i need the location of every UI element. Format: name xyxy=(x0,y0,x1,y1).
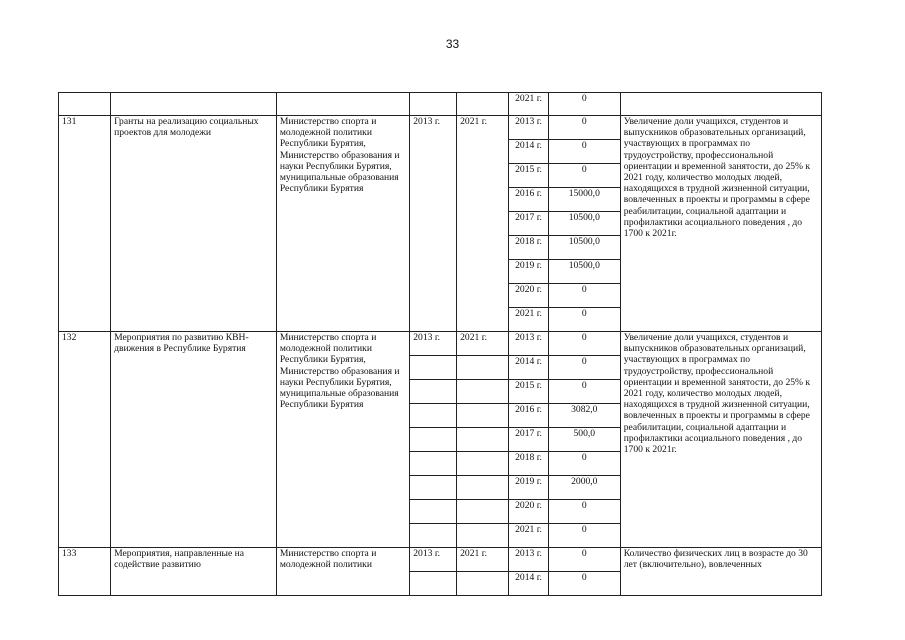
value-cell: 3082,0 xyxy=(548,404,620,428)
expected-result: Увеличение доли учащихся, студентов и выпускников образовательных организаций, участвующих в программах по трудоустройству, профессиональной ориентации и временной занятости, до 25% к 2021 году, количество молодых людей, находящихся в трудной жизненной ситуации, вовлеченных в проекты и программы в сфере реабилитации, социальной адаптации и профилактики асоциального поведения , до 1700 к 2021г. xyxy=(620,116,821,332)
empty-cell xyxy=(457,476,509,500)
year-cell: 2017 г. xyxy=(509,212,549,236)
value-cell: 0 xyxy=(548,572,620,596)
year-cell: 2015 г. xyxy=(509,164,549,188)
activity-name: Гранты на реализацию социальных проектов для молодежи xyxy=(111,116,277,332)
value-cell: 0 xyxy=(548,164,620,188)
empty-cell xyxy=(457,404,509,428)
value-cell: 0 xyxy=(548,284,620,308)
start-year: 2013 г. xyxy=(410,116,457,332)
end-year: 2021 г. xyxy=(457,116,509,332)
year-cell: 2013 г. xyxy=(509,548,549,572)
executor: Министерство спорта и молодежной политики xyxy=(276,548,409,596)
value-cell: 0 xyxy=(548,452,620,476)
empty-cell xyxy=(457,380,509,404)
empty-cell xyxy=(410,476,457,500)
year-cell: 2018 г. xyxy=(509,236,549,260)
empty-cell xyxy=(457,452,509,476)
row-number: 131 xyxy=(59,116,111,332)
value-cell: 0 xyxy=(548,356,620,380)
empty-cell xyxy=(620,93,821,116)
empty-cell xyxy=(410,500,457,524)
empty-cell xyxy=(457,428,509,452)
value-cell: 0 xyxy=(548,116,620,140)
expected-result: Увеличение доли учащихся, студентов и выпускников образовательных организаций, участвующих в программах по трудоустройству, профессиональной ориентации и временной занятости, до 25% к 2021 году, количество молодых людей, находящихся в трудной жизненной ситуации, вовлеченных в проекты и программы в сфере реабилитации, социальной адаптации и профилактики асоциального поведения , до 1700 к 2021г. xyxy=(620,332,821,548)
value-cell: 0 xyxy=(548,524,620,548)
year-cell: 2014 г. xyxy=(509,572,549,596)
value-cell: 0 xyxy=(548,380,620,404)
executor: Министерство спорта и молодежной политики Республики Бурятия, Министерство образования и науки Республики Бурятия, муниципальные образования Республики Бурятия xyxy=(276,332,409,548)
empty-cell xyxy=(410,572,457,596)
year-cell: 2019 г. xyxy=(509,260,549,284)
value-cell: 2000,0 xyxy=(548,476,620,500)
value-cell: 0 xyxy=(548,93,620,116)
table-row xyxy=(59,116,822,140)
empty-cell xyxy=(276,93,409,116)
empty-cell xyxy=(59,93,111,116)
year-cell: 2014 г. xyxy=(509,140,549,164)
empty-cell xyxy=(457,93,509,116)
page-number: 33 xyxy=(445,37,460,51)
year-cell: 2013 г. xyxy=(509,116,549,140)
empty-cell xyxy=(410,524,457,548)
value-cell: 0 xyxy=(548,500,620,524)
year-cell: 2021 г. xyxy=(509,524,549,548)
empty-cell xyxy=(457,572,509,596)
value-cell: 15000,0 xyxy=(548,188,620,212)
value-cell: 0 xyxy=(548,332,620,356)
value-cell: 10500,0 xyxy=(548,260,620,284)
empty-cell xyxy=(410,404,457,428)
year-cell: 2020 г. xyxy=(509,284,549,308)
empty-cell xyxy=(410,452,457,476)
value-cell: 0 xyxy=(548,308,620,332)
year-cell: 2013 г. xyxy=(509,332,549,356)
empty-cell xyxy=(410,93,457,116)
table-row xyxy=(59,548,822,572)
empty-cell xyxy=(410,380,457,404)
table-row xyxy=(59,332,822,356)
row-number: 132 xyxy=(59,332,111,548)
year-cell: 2020 г. xyxy=(509,500,549,524)
start-year: 2013 г. xyxy=(410,548,457,572)
empty-cell xyxy=(111,93,277,116)
empty-cell xyxy=(457,356,509,380)
expected-result: Количество физических лиц в возрасте до 30 лет (включительно), вовлеченных xyxy=(620,548,821,596)
activity-name: Мероприятия по развитию КВН-движения в Республике Бурятия xyxy=(111,332,277,548)
year-cell: 2014 г. xyxy=(509,356,549,380)
activity-name: Мероприятия, направленные на содействие развитию xyxy=(111,548,277,596)
value-cell: 0 xyxy=(548,548,620,572)
start-year: 2013 г. xyxy=(410,332,457,356)
program-table xyxy=(58,92,822,596)
year-cell: 2016 г. xyxy=(509,404,549,428)
year-cell: 2021 г. xyxy=(509,93,549,116)
end-year: 2021 г. xyxy=(457,332,509,356)
value-cell: 10500,0 xyxy=(548,212,620,236)
year-cell: 2019 г. xyxy=(509,476,549,500)
year-cell: 2021 г. xyxy=(509,308,549,332)
year-cell: 2018 г. xyxy=(509,452,549,476)
value-cell: 0 xyxy=(548,140,620,164)
year-cell: 2017 г. xyxy=(509,428,549,452)
empty-cell xyxy=(457,524,509,548)
carryover-row xyxy=(59,93,822,116)
empty-cell xyxy=(410,356,457,380)
empty-cell xyxy=(457,500,509,524)
empty-cell xyxy=(410,428,457,452)
executor: Министерство спорта и молодежной политики Республики Бурятия, Министерство образования и науки Республики Бурятия, муниципальные образования Республики Бурятия xyxy=(276,116,409,332)
value-cell: 500,0 xyxy=(548,428,620,452)
end-year: 2021 г. xyxy=(457,548,509,572)
row-number: 133 xyxy=(59,548,111,596)
year-cell: 2015 г. xyxy=(509,380,549,404)
year-cell: 2016 г. xyxy=(509,188,549,212)
value-cell: 10500,0 xyxy=(548,236,620,260)
